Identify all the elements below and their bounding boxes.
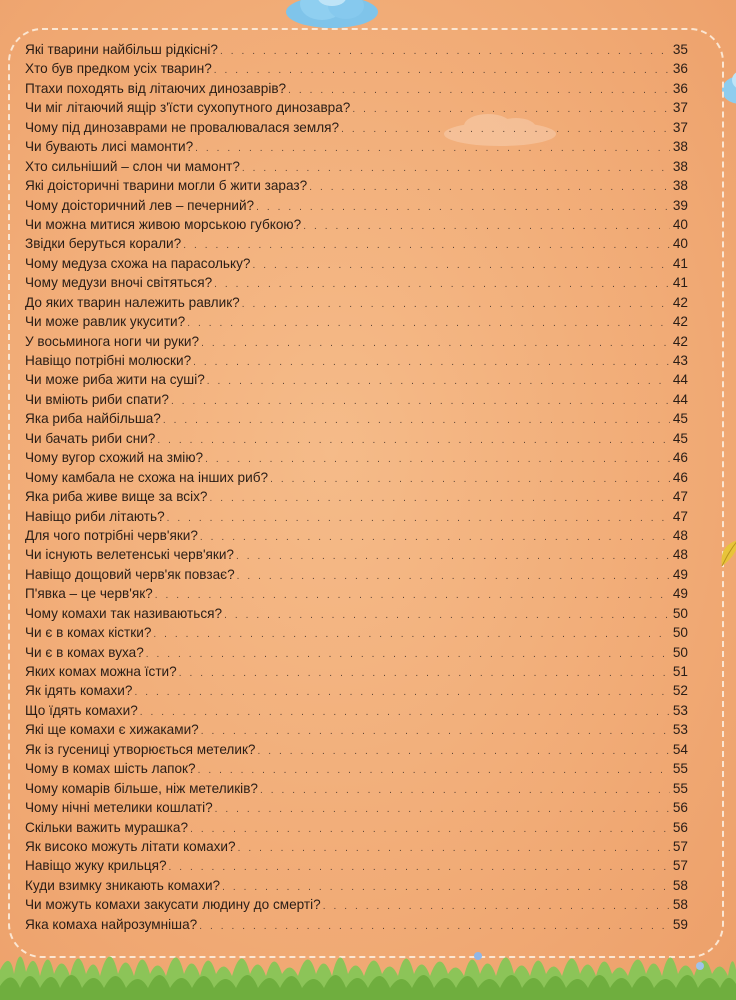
toc-page-number: 55 bbox=[672, 780, 688, 796]
toc-page-number: 45 bbox=[672, 430, 688, 446]
toc-page-number: 41 bbox=[672, 255, 688, 271]
toc-question: Як ідять комахи? bbox=[25, 683, 133, 699]
toc-question: Чому комарів більше, ніж метеликів? bbox=[25, 780, 258, 796]
toc-question: П'явка – це черв'як? bbox=[25, 586, 153, 602]
toc-question: Хто був предком усіх тварин? bbox=[25, 61, 212, 77]
toc-leader-dots bbox=[179, 664, 670, 683]
toc-entry[interactable] bbox=[25, 487, 688, 506]
toc-leader-dots bbox=[146, 645, 670, 664]
toc-leader-dots bbox=[256, 198, 670, 217]
toc-entry[interactable] bbox=[25, 623, 688, 642]
toc-page-number: 57 bbox=[672, 838, 688, 854]
toc-entry[interactable] bbox=[25, 273, 688, 292]
toc-entry[interactable] bbox=[25, 604, 688, 623]
table-of-contents bbox=[25, 40, 688, 934]
toc-page-number: 38 bbox=[672, 158, 688, 174]
leaf-illustration bbox=[718, 538, 736, 568]
toc-page-number: 54 bbox=[672, 741, 688, 757]
toc-page-number: 50 bbox=[672, 625, 688, 641]
toc-page-number: 37 bbox=[672, 100, 688, 116]
toc-leader-dots bbox=[201, 334, 670, 353]
toc-page-number: 47 bbox=[672, 489, 688, 505]
toc-leader-dots bbox=[257, 742, 669, 761]
toc-entry[interactable] bbox=[25, 351, 688, 370]
toc-question: Для чого потрібні черв'яки? bbox=[25, 527, 198, 543]
toc-entry[interactable] bbox=[25, 448, 688, 467]
toc-question: Які тварини найбільш рідкісні? bbox=[25, 42, 218, 57]
toc-question: До яких тварин належить равлик? bbox=[25, 294, 240, 310]
toc-page-number: 52 bbox=[672, 683, 688, 699]
toc-question: Скільки важить мурашка? bbox=[25, 819, 189, 835]
toc-leader-dots bbox=[303, 217, 670, 236]
toc-page-number: 51 bbox=[672, 664, 688, 679]
toc-question: Чому камбала не схожа на інших риб? bbox=[25, 469, 269, 485]
toc-page-number: 36 bbox=[672, 80, 688, 96]
toc-entry[interactable] bbox=[25, 409, 688, 428]
toc-entry[interactable] bbox=[25, 720, 688, 739]
toc-leader-dots bbox=[236, 547, 670, 566]
toc-question: Чи бачать риби сни? bbox=[25, 430, 156, 446]
toc-page-number: 46 bbox=[672, 450, 688, 466]
toc-question: Які доісторичні тварини могли б жити зараз? bbox=[25, 178, 308, 194]
toc-leader-dots bbox=[207, 372, 670, 391]
toc-entry[interactable] bbox=[25, 837, 688, 856]
toc-leader-dots bbox=[193, 353, 670, 372]
toc-question: Чому медузи вночі світяться? bbox=[25, 275, 213, 291]
toc-leader-dots bbox=[157, 431, 670, 450]
toc-entry[interactable] bbox=[25, 234, 688, 253]
toc-leader-dots bbox=[270, 470, 670, 489]
toc-entry[interactable] bbox=[25, 798, 688, 817]
toc-page-number: 49 bbox=[672, 566, 688, 582]
toc-page-number: 38 bbox=[672, 139, 688, 155]
toc-page-number: 56 bbox=[672, 819, 688, 835]
toc-page-number: 38 bbox=[672, 178, 688, 194]
toc-entry[interactable] bbox=[25, 40, 688, 59]
toc-entry[interactable] bbox=[25, 429, 688, 448]
toc-question: У восьминога ноги чи руки? bbox=[25, 333, 200, 349]
toc-leader-dots bbox=[155, 586, 670, 605]
toc-question: Чому під динозаврами не провалювалася земля? bbox=[25, 119, 340, 135]
toc-question: Яка риба найбільша? bbox=[25, 411, 161, 427]
toc-page-number: 58 bbox=[672, 877, 688, 893]
toc-leader-dots bbox=[167, 509, 670, 528]
toc-entry[interactable] bbox=[25, 643, 688, 662]
toc-leader-dots bbox=[214, 275, 670, 294]
toc-leader-dots bbox=[260, 781, 670, 800]
toc-leader-dots bbox=[201, 722, 670, 741]
toc-question: Чи можуть комахи закусати людину до смерті? bbox=[25, 897, 321, 913]
toc-question: Чому нічні метелики кошлаті? bbox=[25, 800, 213, 816]
toc-question: Навіщо дощовий черв'як повзає? bbox=[25, 566, 235, 582]
toc-page-number: 42 bbox=[672, 333, 688, 349]
toc-leader-dots bbox=[153, 625, 670, 644]
toc-entry[interactable] bbox=[25, 312, 688, 331]
toc-page-number: 42 bbox=[672, 314, 688, 330]
grass-illustration bbox=[0, 930, 736, 1000]
toc-leader-dots bbox=[163, 411, 670, 430]
toc-entry[interactable] bbox=[25, 293, 688, 312]
toc-question: Чи вміють риби спати? bbox=[25, 391, 169, 407]
toc-question: Яка комаха найрозумніша? bbox=[25, 916, 198, 932]
toc-question: Яких комах можна їсти? bbox=[25, 664, 177, 679]
toc-question: Чому в комах шість лапок? bbox=[25, 761, 196, 777]
toc-entry[interactable] bbox=[25, 332, 688, 351]
toc-entry[interactable] bbox=[25, 526, 688, 545]
toc-entry[interactable] bbox=[25, 79, 688, 98]
toc-question: Чи може равлик укусити? bbox=[25, 314, 186, 330]
toc-leader-dots bbox=[205, 450, 670, 469]
toc-page-number: 50 bbox=[672, 644, 688, 660]
toc-entry[interactable] bbox=[25, 701, 688, 720]
toc-page-number: 56 bbox=[672, 800, 688, 816]
toc-entry[interactable] bbox=[25, 157, 688, 176]
toc-leader-dots bbox=[252, 256, 669, 275]
toc-entry[interactable] bbox=[25, 468, 688, 487]
toc-entry[interactable] bbox=[25, 779, 688, 798]
toc-question: Чому комахи так називаються? bbox=[25, 605, 223, 621]
toc-leader-dots bbox=[242, 295, 670, 314]
toc-page-number: 44 bbox=[672, 391, 688, 407]
toc-question: Чому вугор схожий на змію? bbox=[25, 450, 204, 466]
toc-leader-dots bbox=[309, 178, 670, 197]
toc-entry[interactable] bbox=[25, 137, 688, 156]
toc-entry[interactable] bbox=[25, 118, 688, 137]
toc-leader-dots bbox=[134, 683, 669, 702]
toc-entry[interactable] bbox=[25, 856, 688, 875]
toc-page-number: 44 bbox=[672, 372, 688, 388]
toc-page-number: 59 bbox=[672, 916, 688, 932]
toc-leader-dots bbox=[190, 820, 670, 839]
toc-page-number: 40 bbox=[672, 236, 688, 252]
toc-question: Навіщо потрібні молюски? bbox=[25, 353, 192, 368]
toc-leader-dots bbox=[209, 489, 669, 508]
toc-leader-dots bbox=[200, 528, 670, 547]
toc-page-number: 39 bbox=[672, 197, 688, 213]
toc-page-number: 35 bbox=[672, 42, 688, 57]
toc-entry[interactable] bbox=[25, 740, 688, 759]
toc-entry[interactable] bbox=[25, 759, 688, 778]
toc-question: Як із гусениці утворюється метелик? bbox=[25, 741, 256, 757]
toc-entry[interactable] bbox=[25, 545, 688, 564]
toc-page-number: 46 bbox=[672, 469, 688, 485]
toc-leader-dots bbox=[341, 120, 670, 139]
toc-leader-dots bbox=[195, 139, 670, 158]
toc-page-number: 50 bbox=[672, 605, 688, 621]
toc-entry[interactable] bbox=[25, 895, 688, 914]
toc-page-number: 53 bbox=[672, 702, 688, 718]
toc-question: Хто сильніший – слон чи мамонт? bbox=[25, 158, 240, 174]
toc-question: Що їдять комахи? bbox=[25, 702, 138, 718]
toc-page-number: 42 bbox=[672, 294, 688, 310]
toc-entry[interactable] bbox=[25, 370, 688, 389]
toc-question: Чому медуза схожа на парасольку? bbox=[25, 255, 251, 271]
toc-question: Як високо можуть літати комахи? bbox=[25, 838, 236, 854]
toc-entry[interactable] bbox=[25, 876, 688, 895]
toc-leader-dots bbox=[171, 392, 670, 411]
toc-page-number: 43 bbox=[672, 353, 688, 368]
toc-entry[interactable] bbox=[25, 98, 688, 117]
toc-entry[interactable] bbox=[25, 254, 688, 273]
toc-entry[interactable] bbox=[25, 196, 688, 215]
toc-leader-dots bbox=[187, 314, 670, 333]
toc-entry[interactable] bbox=[25, 176, 688, 195]
toc-question: Чи міг літаючий ящір з'їсти сухопутного динозавра? bbox=[25, 100, 351, 116]
toc-page-number: 47 bbox=[672, 508, 688, 524]
toc-question: Навіщо риби літають? bbox=[25, 508, 165, 524]
toc-entry[interactable] bbox=[25, 215, 688, 234]
toc-leader-dots bbox=[198, 761, 670, 780]
toc-question: Які ще комахи є хижаками? bbox=[25, 722, 199, 738]
toc-page-number: 53 bbox=[672, 722, 688, 738]
toc-entry[interactable] bbox=[25, 507, 688, 526]
toc-page-number: 48 bbox=[672, 547, 688, 563]
toc-entry[interactable] bbox=[25, 565, 688, 584]
toc-question: Чому доісторичний лев – печерний? bbox=[25, 197, 255, 213]
toc-leader-dots bbox=[224, 606, 670, 625]
toc-question: Чи бувають лисі мамонти? bbox=[25, 139, 194, 155]
toc-leader-dots bbox=[215, 800, 670, 819]
toc-leader-dots bbox=[352, 100, 670, 119]
toc-page-number: 37 bbox=[672, 119, 688, 135]
toc-page-number: 58 bbox=[672, 897, 688, 913]
toc-leader-dots bbox=[323, 897, 670, 916]
toc-entry[interactable] bbox=[25, 390, 688, 409]
toc-question: Чи може риба жити на суші? bbox=[25, 372, 205, 388]
toc-question: Звідки беруться корали? bbox=[25, 236, 182, 252]
toc-entry[interactable] bbox=[25, 662, 688, 681]
toc-page-number: 40 bbox=[672, 216, 688, 232]
toc-leader-dots bbox=[140, 703, 670, 722]
toc-leader-dots bbox=[169, 858, 670, 877]
toc-question: Яка риба живе вище за всіх? bbox=[25, 489, 208, 505]
toc-leader-dots bbox=[183, 236, 670, 255]
toc-entry[interactable] bbox=[25, 681, 688, 700]
toc-page-number: 57 bbox=[672, 858, 688, 874]
toc-entry[interactable] bbox=[25, 818, 688, 837]
toc-leader-dots bbox=[220, 42, 670, 61]
toc-leader-dots bbox=[237, 567, 670, 586]
toc-question: Навіщо жуку крильця? bbox=[25, 858, 167, 874]
toc-entry[interactable] bbox=[25, 59, 688, 78]
toc-leader-dots bbox=[238, 839, 670, 858]
toc-page-number: 49 bbox=[672, 586, 688, 602]
toc-page-number: 48 bbox=[672, 527, 688, 543]
cloud-illustration bbox=[282, 0, 382, 30]
toc-question: Чи є в комах кістки? bbox=[25, 625, 152, 641]
toc-question: Куди взимку зникають комахи? bbox=[25, 877, 221, 893]
toc-question: Чи є в комах вуха? bbox=[25, 644, 144, 660]
toc-page-number: 36 bbox=[672, 61, 688, 77]
toc-question: Чи існують велетенські черв'яки? bbox=[25, 547, 234, 563]
toc-page-number: 45 bbox=[672, 411, 688, 427]
toc-page-number: 41 bbox=[672, 275, 688, 291]
toc-question: Птахи походять від літаючих динозаврів? bbox=[25, 80, 287, 96]
toc-page-number: 55 bbox=[672, 761, 688, 777]
toc-entry[interactable] bbox=[25, 584, 688, 603]
toc-question: Чи можна митися живою морською губкою? bbox=[25, 216, 302, 232]
